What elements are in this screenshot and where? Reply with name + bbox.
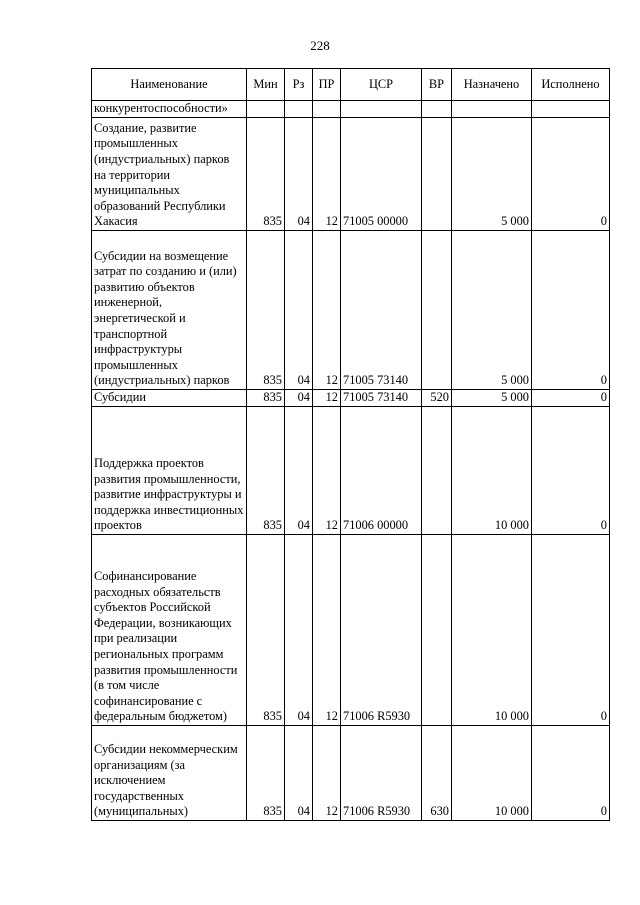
row-pr: 12	[313, 535, 341, 726]
row-pr: 12	[313, 118, 341, 231]
page-number: 228	[310, 38, 330, 53]
row-csr: 71005 73140	[341, 390, 422, 407]
row-min: 835	[247, 390, 285, 407]
row-pr	[313, 101, 341, 118]
row-planned: 5 000	[452, 390, 532, 407]
header-executed: Исполнено	[532, 69, 610, 101]
row-rz: 04	[285, 407, 313, 535]
row-csr: 71005 73140	[341, 231, 422, 390]
table-row	[92, 407, 610, 535]
header-pr: ПР	[313, 69, 341, 101]
header-name: Наименование	[92, 69, 247, 101]
table-row	[92, 118, 610, 231]
row-name: конкурентоспособности»	[92, 101, 247, 118]
row-executed: 0	[532, 118, 610, 231]
table-row	[92, 390, 610, 407]
row-planned: 5 000	[452, 231, 532, 390]
row-vr	[422, 231, 452, 390]
row-name: Создание, развитие промышленных (индустриальных) парков на территории муниципальных образований Республики Хакасия	[92, 118, 247, 231]
row-pr: 12	[313, 231, 341, 390]
row-min: 835	[247, 407, 285, 535]
row-name: Субсидии некоммерческим организациям (за исключением государственных (муниципальных)	[92, 726, 247, 821]
row-planned: 10 000	[452, 726, 532, 821]
row-pr: 12	[313, 726, 341, 821]
row-planned	[452, 101, 532, 118]
row-vr: 520	[422, 390, 452, 407]
row-min	[247, 101, 285, 118]
row-rz: 04	[285, 118, 313, 231]
header-csr: ЦСР	[341, 69, 422, 101]
row-min: 835	[247, 535, 285, 726]
row-executed: 0	[532, 231, 610, 390]
row-executed: 0	[532, 726, 610, 821]
row-rz: 04	[285, 535, 313, 726]
row-executed	[532, 101, 610, 118]
row-vr	[422, 118, 452, 231]
row-executed: 0	[532, 390, 610, 407]
header-vr: ВР	[422, 69, 452, 101]
row-vr	[422, 407, 452, 535]
row-min: 835	[247, 231, 285, 390]
row-csr: 71006 00000	[341, 407, 422, 535]
row-vr	[422, 535, 452, 726]
budget-table	[91, 68, 610, 821]
table-row	[92, 726, 610, 821]
row-executed: 0	[532, 407, 610, 535]
row-rz: 04	[285, 390, 313, 407]
row-pr: 12	[313, 407, 341, 535]
row-planned: 5 000	[452, 118, 532, 231]
row-csr: 71006 R5930	[341, 726, 422, 821]
header-planned: Назначено	[452, 69, 532, 101]
row-name: Софинансирование расходных обязательств субъектов Российской Федерации, возникающих при реализации региональных программ развития промышленности (в том числе софинансирование с федеральным бюджетом)	[92, 535, 247, 726]
row-name: Субсидии на возмещение затрат по созданию и (или) развитию объектов инженерной, энергетической и транспортной инфраструктуры промышленных (индустриальных) парков	[92, 231, 247, 390]
row-planned: 10 000	[452, 535, 532, 726]
row-min: 835	[247, 118, 285, 231]
row-rz	[285, 101, 313, 118]
table-header-row	[92, 69, 610, 101]
row-csr	[341, 101, 422, 118]
row-rz: 04	[285, 231, 313, 390]
row-min: 835	[247, 726, 285, 821]
row-planned: 10 000	[452, 407, 532, 535]
row-pr: 12	[313, 390, 341, 407]
header-rz: Рз	[285, 69, 313, 101]
row-csr: 71005 00000	[341, 118, 422, 231]
row-vr: 630	[422, 726, 452, 821]
header-min: Мин	[247, 69, 285, 101]
row-executed: 0	[532, 535, 610, 726]
table-row	[92, 101, 610, 118]
row-vr	[422, 101, 452, 118]
row-name: Субсидии	[92, 390, 247, 407]
table-row	[92, 231, 610, 390]
row-rz: 04	[285, 726, 313, 821]
row-name: Поддержка проектов развития промышленности, развитие инфраструктуры и поддержка инвестиционных проектов	[92, 407, 247, 535]
table-row	[92, 535, 610, 726]
row-csr: 71006 R5930	[341, 535, 422, 726]
